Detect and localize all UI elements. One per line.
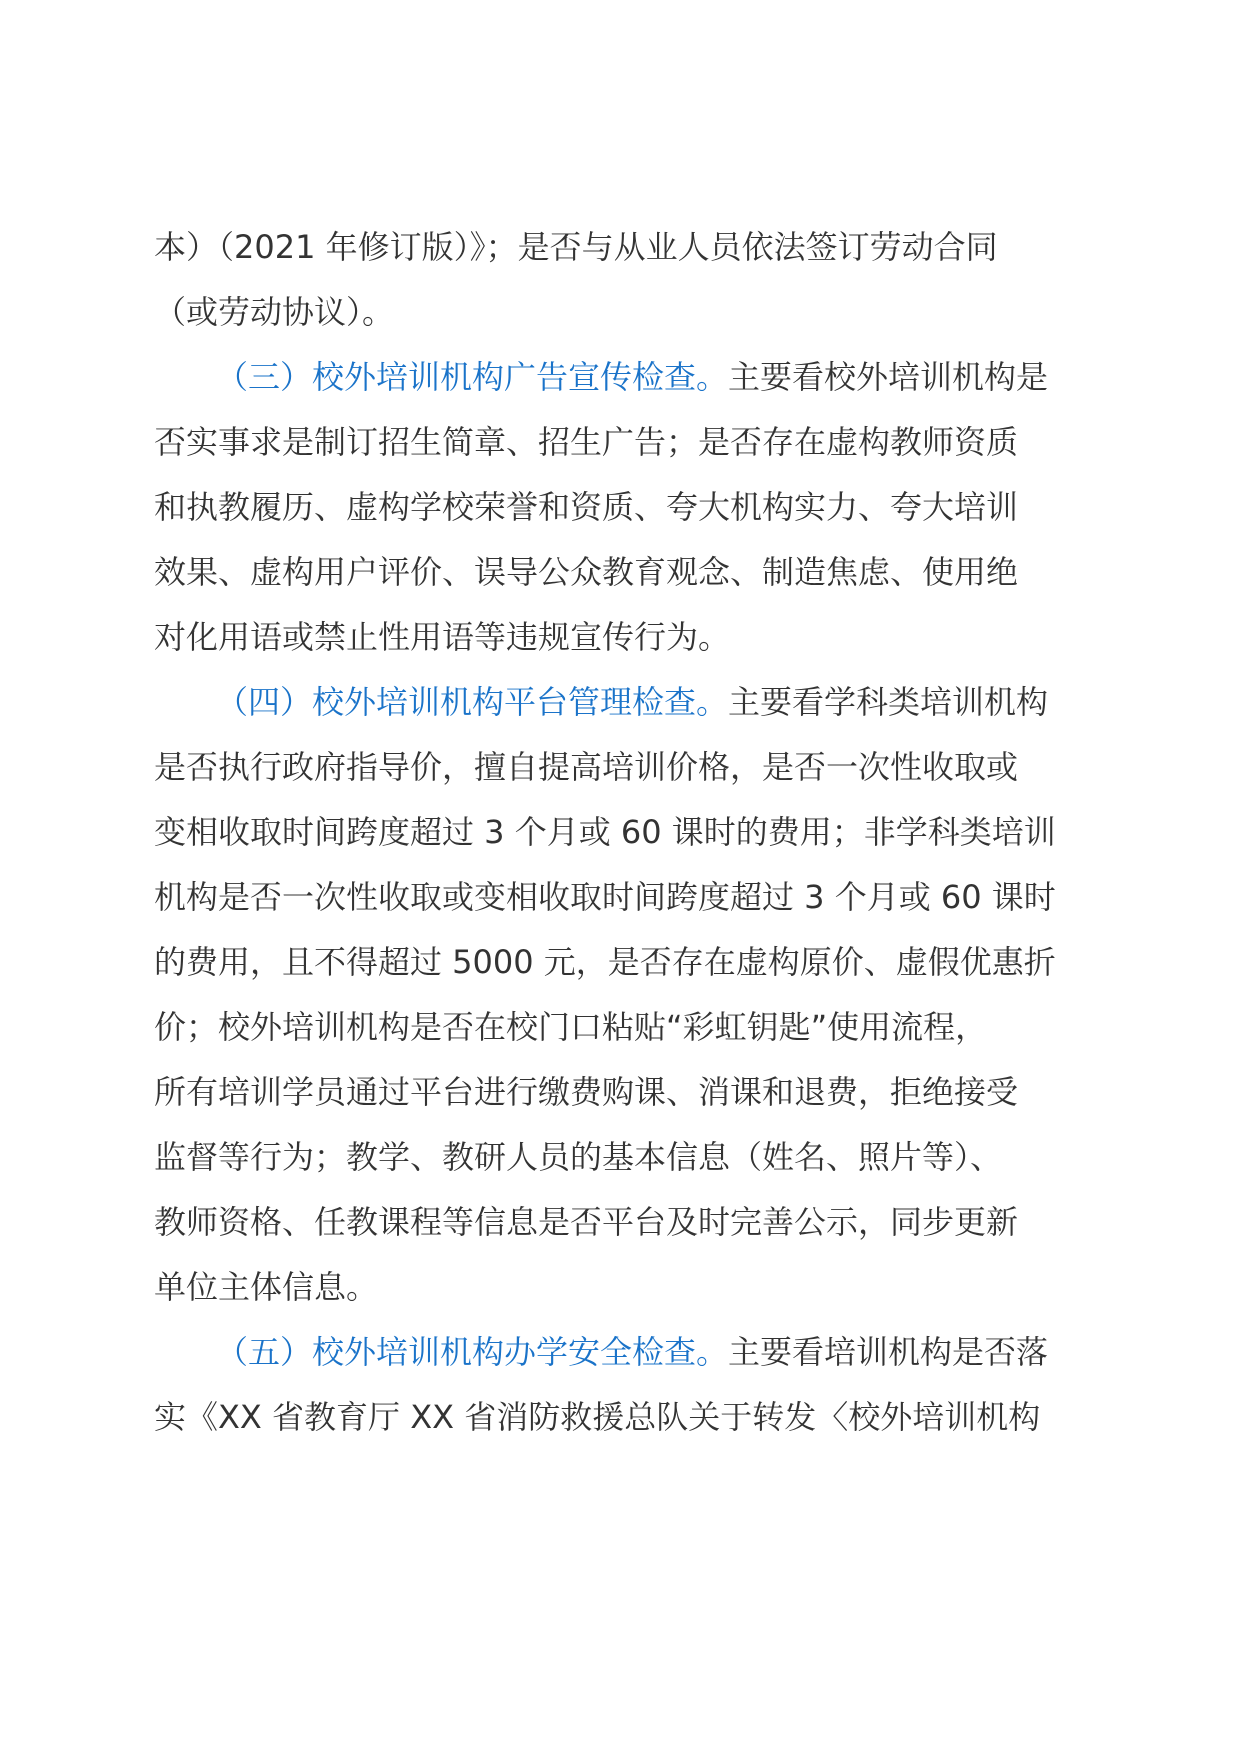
line-text: （或劳动协议）。	[154, 293, 395, 331]
text-line	[154, 800, 1094, 865]
line-text: 的费用，且不得超过 5000 元，是否存在虚构原价、虚假优惠折	[154, 943, 1056, 981]
section-heading: （四）校外培训机构平台管理检查。	[216, 683, 729, 721]
line-text: 主要看学科类培训机构	[728, 683, 1049, 721]
text-line	[154, 280, 1094, 345]
text-line	[154, 865, 1094, 930]
line-text: 价；校外培训机构是否在校门口粘贴“彩虹钥匙”使用流程，	[154, 1008, 988, 1046]
section-heading: （五）校外培训机构办学安全检查。	[216, 1333, 729, 1371]
line-text: 教师资格、任教课程等信息是否平台及时完善公示，同步更新	[154, 1203, 1019, 1241]
text-line	[154, 410, 1094, 475]
line-text: 主要看培训机构是否落	[728, 1333, 1049, 1371]
text-line	[154, 995, 1094, 1060]
body-text	[154, 215, 1094, 1450]
line-text: 否实事求是制订招生简章、招生广告；是否存在虚构教师资质	[154, 423, 1019, 461]
text-line	[154, 1385, 1094, 1450]
text-line	[154, 540, 1094, 605]
text-line	[154, 1125, 1094, 1190]
section-heading-line	[154, 1320, 1094, 1385]
section-heading-line	[154, 345, 1094, 410]
line-text: 和执教履历、虚构学校荣誉和资质、夸大机构实力、夸大培训	[154, 488, 1019, 526]
line-text: 对化用语或禁止性用语等违规宣传行为。	[154, 618, 731, 656]
text-line	[154, 475, 1094, 540]
line-text: 效果、虚构用户评价、误导公众教育观念、制造焦虑、使用绝	[154, 553, 1019, 591]
line-text: 单位主体信息。	[154, 1268, 379, 1306]
line-text: 是否执行政府指导价，擅自提高培训价格，是否一次性收取或	[154, 748, 1019, 786]
text-line	[154, 1255, 1094, 1320]
text-line	[154, 735, 1094, 800]
line-text: 主要看校外培训机构是	[728, 358, 1049, 396]
text-line	[154, 215, 1094, 280]
line-text: 机构是否一次性收取或变相收取时间跨度超过 3 个月或 60 课时	[154, 878, 1056, 916]
line-text: 实《XX 省教育厅 XX 省消防救援总队关于转发〈校外培训机构	[154, 1398, 1041, 1436]
line-text: 本）（2021 年修订版）》；是否与从业人员依法签订劳动合同	[154, 228, 998, 266]
line-text: 所有培训学员通过平台进行缴费购课、消课和退费，拒绝接受	[154, 1073, 1019, 1111]
text-line	[154, 1060, 1094, 1125]
text-line	[154, 605, 1094, 670]
line-text: 变相收取时间跨度超过 3 个月或 60 课时的费用；非学科类培训	[154, 813, 1056, 851]
line-text: 监督等行为；教学、教研人员的基本信息（姓名、照片等）、	[154, 1138, 1003, 1176]
section-heading: （三）校外培训机构广告宣传检查。	[216, 358, 729, 396]
section-heading-line	[154, 670, 1094, 735]
text-line	[154, 1190, 1094, 1255]
text-line	[154, 930, 1094, 995]
